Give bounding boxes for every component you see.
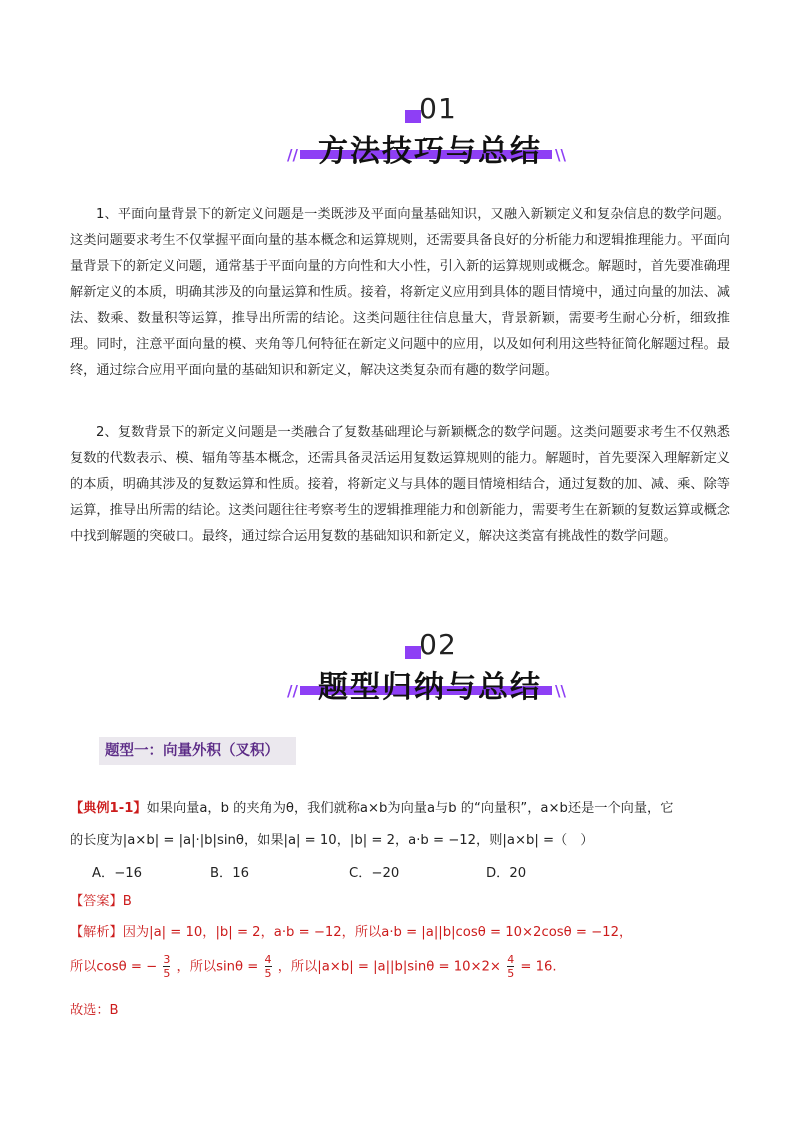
slash-left-icon: // <box>287 682 298 700</box>
analysis-text-2c: ，所以|a×b| = |a||b|sinθ = 10×2× <box>277 959 501 975</box>
fraction-4-5-b <box>507 953 514 980</box>
fraction-denominator: 5 <box>163 967 171 980</box>
fraction-denominator: 5 <box>507 967 515 980</box>
example-text-1: 如果向量a，b 的夹角为θ，我们就称a×b为向量a与b 的“向量积”，a×b还是一个向量，它 <box>146 801 674 816</box>
fraction-numerator: 4 <box>507 953 515 966</box>
analysis-text-2d: = 16. <box>520 959 557 975</box>
analysis-text-2b: ，所以sinθ = <box>176 959 259 975</box>
answer-value: B <box>122 894 132 909</box>
example-tag: 【典例1-1】 <box>70 801 147 816</box>
section-header-1 <box>0 92 794 172</box>
slash-left-icon: // <box>287 146 298 164</box>
paragraph-1: 1、平面向量背景下的新定义问题是一类既涉及平面向量基础知识，又融入新颖定义和复杂信息的数学问题。这类问题要求考生不仅掌握平面向量的基本概念和运算规则，还需要具备良好的分析能力和逻辑推理能力。平面向量背景下的新定义问题，通常基于平面向量的方向性和大小性，引入新的运算规则或概念。解题时，首先要准确理解新定义的本质，明确其涉及的向量运算和性质。接着，将新定义应用到具体的题目情境中，通过向量的加法、减法、数乘、数量积等运算，推导出所需的结论。这类问题往往信息量大，背景新颖，需要考生耐心分析，细致推理。同时，注意平面向量的模、夹角等几何特征在新定义问题中的应用，以及如何利用这些特征简化解题过程。最终，通过综合应用平面向量的基础知识和新定义，解决这类复杂而有趣的数学问题。 <box>70 207 730 378</box>
analysis-conclusion: 故选：B <box>70 1003 119 1018</box>
fraction-denominator: 5 <box>264 967 272 980</box>
choice-c: C．−20 <box>349 866 400 881</box>
slash-right-icon: \\ <box>555 682 566 700</box>
fraction-4-5 <box>265 953 272 980</box>
choice-d: D．20 <box>486 866 527 881</box>
slash-right-icon: \\ <box>555 146 566 164</box>
section-title: 题型归纳与总结 <box>318 670 542 705</box>
paragraph-2: 2、复数背景下的新定义问题是一类融合了复数基础理论与新颖概念的数学问题。这类问题要求考生不仅熟悉复数的代数表示、模、辐角等基本概念，还需具备灵活运用复数运算规则的能力。解题时，首先要深入理解新定义的本质，明确其涉及的复数运算和性质。接着，将新定义与具体的题目情境相结合，通过复数的加、减、乘、除等运算，推导出所需的结论。这类问题往往考察考生的逻辑推理能力和创新能力，需要考生在新颖的复数运算或概念中找到解题的突破口。最终，通过综合运用复数的基础知识和新定义，解决这类富有挑战性的数学问题。 <box>70 425 730 544</box>
answer-tag: 【答案】 <box>70 894 123 909</box>
section-number: 01 <box>419 92 457 125</box>
analysis-text-1: 因为|a| = 10，|b| = 2，a·b = −12，所以a·b = |a||b|cosθ = 10×2cosθ = −12， <box>122 925 633 940</box>
section-number: 02 <box>419 628 457 661</box>
fraction-numerator: 3 <box>163 953 171 966</box>
example-line-2: 的长度为|a×b| = |a|·|b|sinθ，如果|a| = 10，|b| = 2，a·b = −12，则|a×b| =（ ） <box>70 833 594 848</box>
analysis-text-2a: 所以cosθ = − <box>70 959 158 975</box>
question-type-label: 题型一：向量外积（叉积） <box>99 737 296 765</box>
example-line-1 <box>70 797 673 816</box>
fraction-3-5 <box>163 953 170 980</box>
section-title: 方法技巧与总结 <box>318 134 542 169</box>
section-header-2 <box>0 628 794 708</box>
answer-line <box>70 890 132 909</box>
analysis-line-2 <box>70 953 557 980</box>
analysis-tag: 【解析】 <box>70 925 123 940</box>
choice-a: A．−16 <box>92 866 143 881</box>
analysis-line-1 <box>70 921 632 940</box>
fraction-numerator: 4 <box>264 953 272 966</box>
choice-b: B．16 <box>210 866 250 881</box>
